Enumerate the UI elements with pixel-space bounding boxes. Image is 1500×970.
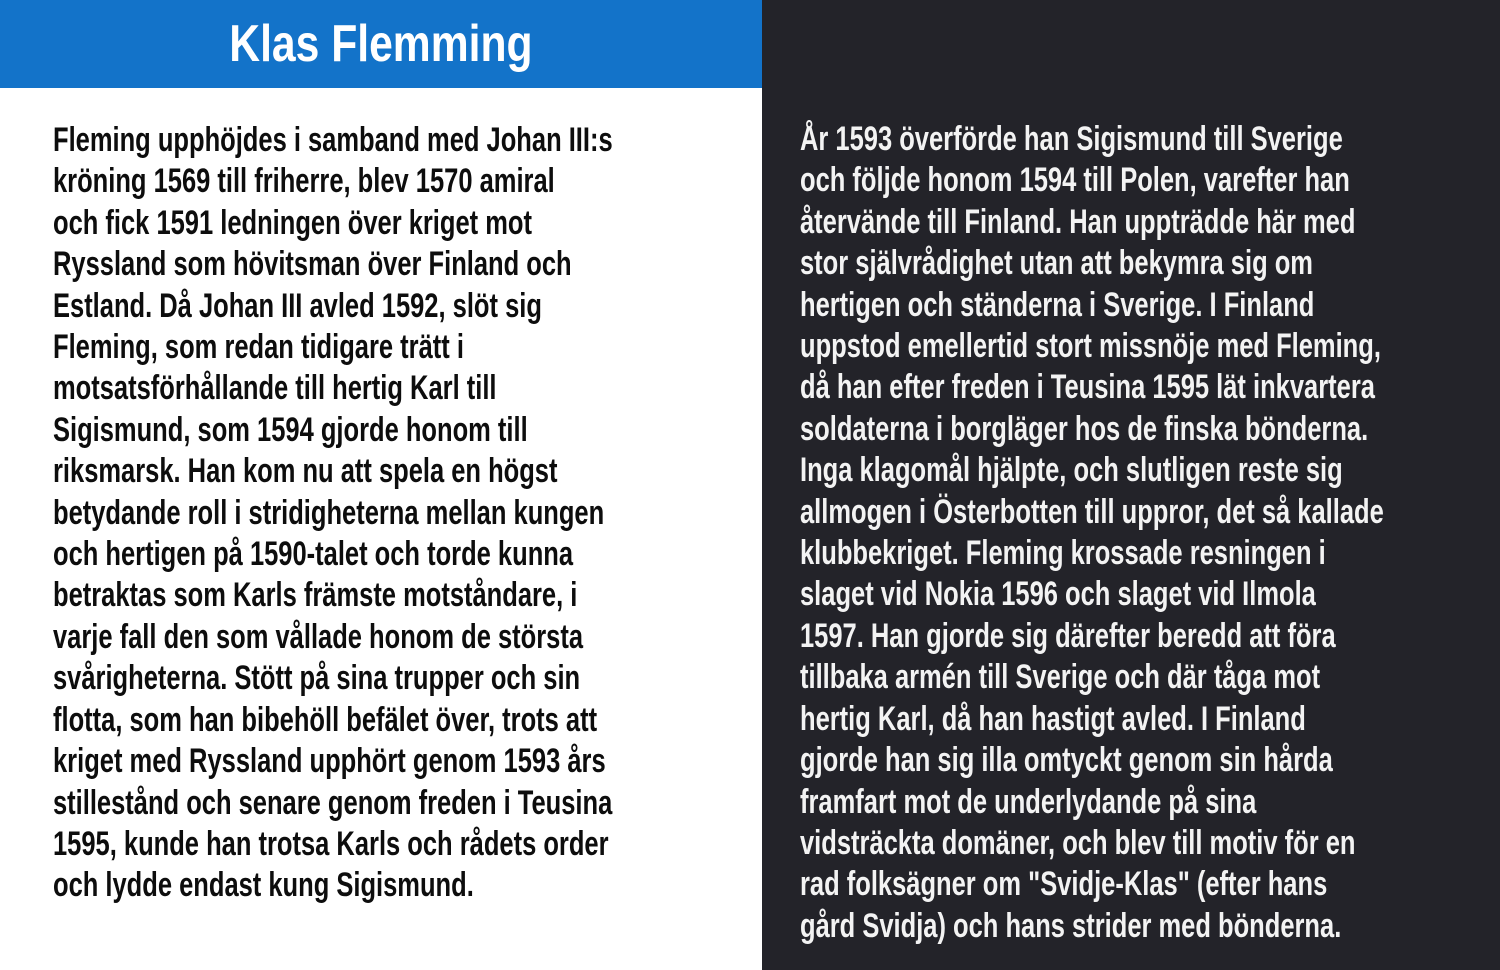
text-line: soldaterna i borgläger hos de finska bönderna. [800, 409, 1369, 448]
text-line: framfart mot de underlydande på sina [800, 782, 1257, 821]
text-line: gjorde han sig illa omtyckt genom sin hårda [800, 741, 1333, 780]
text-line: År 1593 överförde han Sigismund till Sverige [800, 120, 1343, 158]
text-line: stor självrådighet utan att bekymra sig om [800, 244, 1313, 283]
page-title: Klas Flemming [229, 15, 533, 73]
text-line: varje fall den som vållade honom de största [53, 617, 584, 656]
left-paragraph [53, 120, 758, 907]
text-line: svårigheterna. Stött på sina trupper och sin [53, 659, 581, 698]
text-line: motsatsförhållande till hertig Karl till [53, 369, 497, 408]
text-line: Fleming upphöjdes i samband med Johan III:s [53, 121, 613, 159]
text-line: Ryssland som hövitsman över Finland och [53, 245, 572, 284]
text-line: hertig Karl, då han hastigt avled. I Finland [800, 699, 1306, 738]
text-line: Estland. Då Johan III avled 1592, slöt sig [53, 286, 542, 325]
text-line: återvände till Finland. Han uppträdde här med [800, 202, 1356, 241]
text-line: vidsträckta domäner, och blev till motiv för en [800, 823, 1356, 862]
text-line: Sigismund, som 1594 gjorde honom till [53, 410, 528, 449]
text-line: slaget vid Nokia 1596 och slaget vid Ilmola [800, 575, 1316, 614]
text-line: kriget med Ryssland upphört genom 1593 års [53, 742, 606, 781]
text-line: 1597. Han gjorde sig därefter beredd att föra [800, 616, 1336, 655]
text-line: rad folksägner om "Svidje-Klas" (efter hans [800, 865, 1328, 904]
text-line: uppstod emellertid stort missnöje med Fleming, [800, 327, 1381, 366]
text-line: betraktas som Karls främste motståndare, i [53, 576, 578, 615]
text-line: kröning 1569 till friherre, blev 1570 amiral [53, 162, 555, 201]
text-line: och följde honom 1594 till Polen, varefter han [800, 161, 1350, 200]
text-line: allmogen i Österbotten till uppror, det så kallade [800, 492, 1384, 531]
text-line: och lydde endast kung Sigismund. [53, 866, 474, 905]
text-line: betydande roll i stridigheterna mellan kungen [53, 493, 605, 532]
right-text-panel [762, 0, 1500, 970]
text-line: Fleming, som redan tidigare trätt i [53, 328, 464, 367]
text-line: gård Svidja) och hans strider med bönderna. [800, 906, 1342, 945]
text-line: då han efter freden i Teusina 1595 lät inkvartera [800, 368, 1375, 407]
title-banner [0, 0, 762, 88]
text-line: tillbaka armén till Sverige och där tåga mot [800, 658, 1321, 697]
right-paragraph [800, 119, 1500, 947]
text-line: 1595, kunde han trotsa Karls och rådets order [53, 824, 609, 863]
text-line: flotta, som han bibehöll befälet över, trots att [53, 700, 598, 739]
text-line: Inga klagomål hjälpte, och slutligen reste sig [800, 451, 1343, 490]
text-line: och hertigen på 1590-talet och torde kunna [53, 535, 574, 574]
text-line: och fick 1591 ledningen över kriget mot [53, 203, 532, 242]
text-line: riksmarsk. Han kom nu att spela en högst [53, 452, 558, 491]
text-line: stillestånd och senare genom freden i Teusina [53, 783, 613, 822]
text-line: hertigen och ständerna i Sverige. I Finland [800, 285, 1315, 324]
text-line: klubbekriget. Fleming krossade resningen i [800, 534, 1326, 573]
